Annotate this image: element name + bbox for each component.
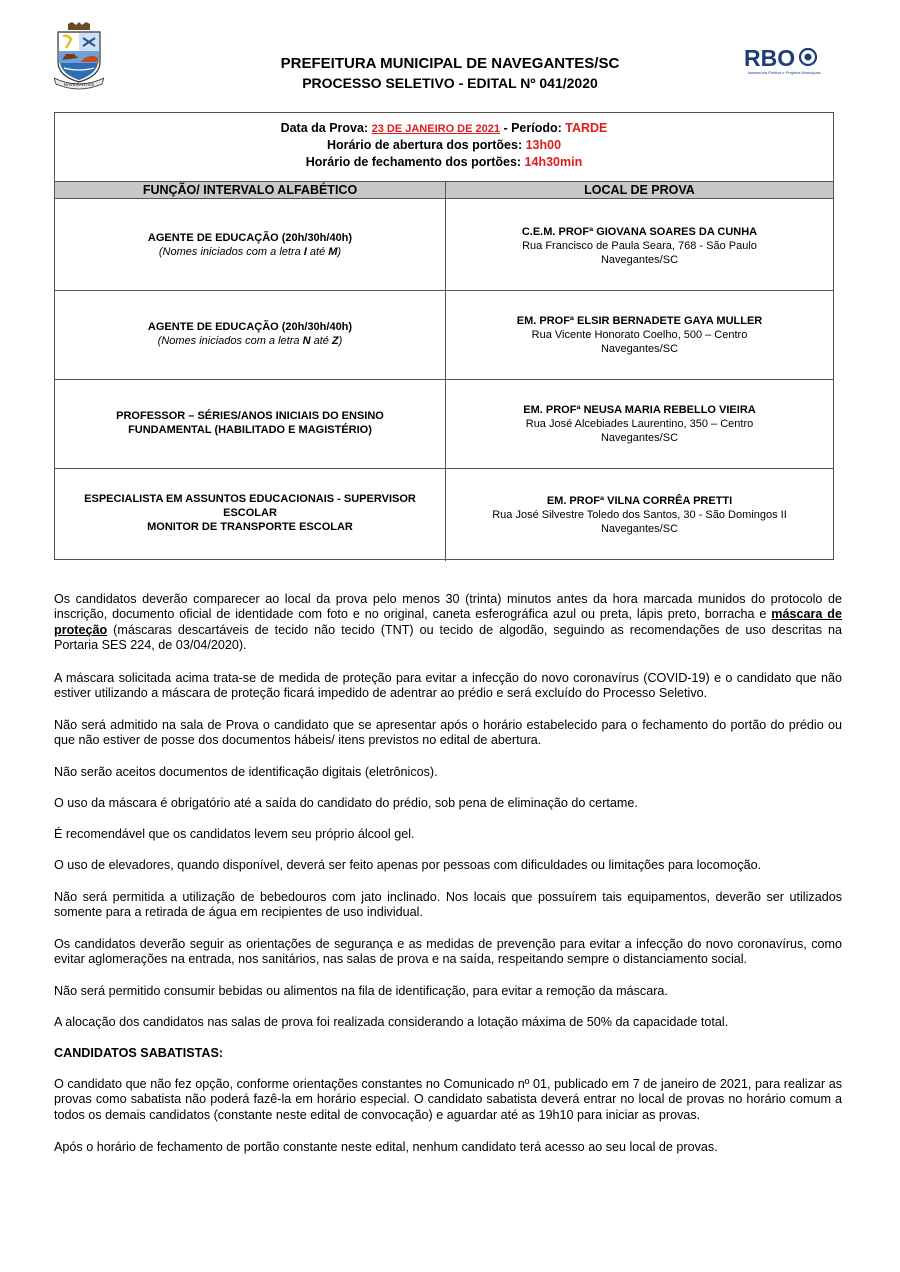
school-name: EM. PROFª ELSIR BERNADETE GAYA MULLER — [516, 315, 763, 327]
function-name: FUNDAMENTAL (HABILITADO E MAGISTÉRIO) — [128, 424, 372, 436]
paragraph-mask-mandatory: O uso da máscara é obrigatório até a saída do candidato do prédio, sob pena de eliminação do certame. — [54, 796, 638, 810]
alphabet-range-note: (Nomes iniciados com a letra I até M) — [158, 246, 342, 258]
exam-date-line — [55, 120, 833, 137]
school-address: Rua Vicente Honorato Coelho, 500 – Centro — [531, 329, 748, 341]
mask-emphasis: máscara de proteção — [54, 607, 842, 637]
gate-opening-line — [55, 137, 833, 154]
paragraph-safety-guidelines: Os candidatos deverão seguir as orientações de segurança e as medidas de prevenção para evitar a infecção do novo coronavírus, como evitar aglomerações na entrada, nos sanitários, nas salas de prova e na saída, respeitando sempre o distanciamento social. — [54, 937, 842, 967]
function-name: MONITOR DE TRANSPORTE ESCOLAR — [147, 521, 353, 533]
table-row-function — [55, 320, 445, 348]
paragraph-digital-docs: Não serão aceitos documentos de identificação digitais (eletrônicos). — [54, 765, 438, 779]
table-row-function — [55, 492, 445, 534]
gate-opening-label: Horário de abertura dos portões: — [326, 138, 526, 152]
exam-period-label: - Período: — [499, 121, 566, 135]
gate-closing-line — [55, 154, 833, 171]
paragraph-mask-requirement: A máscara solicitada acima trata-se de medida de proteção para evitar a infecção do novo coronavírus (COVID-19) e o candidato que não estiver utilizando a máscara de proteção ficará impedido de adentrar ao prédio e será excluído do Processo Seletivo. — [54, 671, 842, 701]
table-row-location — [446, 225, 833, 267]
school-address: Rua Francisco de Paula Seara, 768 - São Paulo — [522, 240, 757, 252]
logo-text: RBO — [744, 45, 796, 71]
function-name: ESPECIALISTA EM ASSUNTOS EDUCACIONAIS - SUPERVISOR — [84, 493, 416, 505]
paragraph-sabbath-rules: O candidato que não fez opção, conforme orientações constantes no Comunicado nº 01, publicado em 7 de janeiro de 2021, para realizar as provas como sabatista não poderá fazê-la em horário especial. O candidato sabatista deverá entrar no local de provas no horário comum a todos os demais candidatos (constante neste edital de convocação) e aguardar até as 19h10 para iniciar as provas. — [54, 1077, 842, 1122]
column-header-location: LOCAL DE PROVA — [584, 183, 695, 197]
school-city: Navegantes/SC — [600, 343, 679, 355]
school-name: EM. PROFª NEUSA MARIA REBELLO VIEIRA — [523, 404, 756, 416]
school-address: Rua José Silvestre Toledo dos Santos, 30 - São Domingos II — [492, 509, 787, 521]
paragraph-water-fountains: Não será permitida a utilização de bebedouros com jato inclinado. Nos locais que possuírem tais equipamentos, deverão ser utilizados somente para a retirada de água em recipientes de uso individual. — [54, 890, 842, 920]
exam-schedule-table — [54, 112, 834, 560]
alphabet-range-note: (Nomes iniciados com a letra N até Z) — [157, 335, 343, 347]
function-name: ESCOLAR — [223, 507, 277, 519]
page-subtitle: PROCESSO SELETIVO - EDITAL Nº 041/2020 — [302, 75, 598, 91]
gate-closing-value: 14h30min — [524, 155, 583, 169]
table-row-function — [55, 231, 445, 259]
section-heading-sabbath: CANDIDATOS SABATISTAS: — [54, 1046, 224, 1060]
school-name: C.E.M. PROFª GIOVANA SOARES DA CUNHA — [521, 226, 758, 238]
paragraph-late-arrival: Não será admitido na sala de Prova o candidato que se apresentar após o horário estabelecido para o fechamento do portão do prédio ou que não estiver de posse dos documentos hábeis/ itens previstos no edital de abertura. — [54, 718, 842, 748]
paragraph-elevators: O uso de elevadores, quando disponível, deverá ser feito apenas por pessoas com dificuldades ou limitações para locomoção. — [54, 858, 762, 872]
paragraph-room-capacity: A alocação dos candidatos nas salas de prova foi realizada considerando a lotação máxima de 50% da capacidade total. — [54, 1015, 729, 1029]
exam-period-value: TARDE — [565, 121, 608, 135]
row-divider — [55, 379, 833, 380]
paragraph-food-drinks: Não será permitido consumir bebidas ou alimentos na fila de identificação, para evitar a remoção da máscara. — [54, 984, 668, 998]
table-row-function — [55, 409, 445, 437]
table-header — [55, 181, 833, 199]
school-city: Navegantes/SC — [600, 254, 679, 266]
municipal-crest-icon — [54, 22, 104, 90]
row-divider — [55, 290, 833, 291]
exam-date-value: 23 DE JANEIRO DE 2021 — [371, 123, 500, 135]
column-header-function: FUNÇÃO/ INTERVALO ALFABÉTICO — [142, 183, 358, 197]
function-name: AGENTE DE EDUCAÇÃO (20h/30h/40h) — [147, 321, 353, 333]
paragraph-gate-closing: Após o horário de fechamento de portão constante neste edital, nenhum candidato terá acesso ao seu local de provas. — [54, 1140, 718, 1154]
table-row-location — [446, 494, 833, 536]
page-title: PREFEITURA MUNICIPAL DE NAVEGANTES/SC — [280, 55, 620, 72]
school-city: Navegantes/SC — [600, 523, 679, 535]
school-address: Rua José Alcebiades Laurentino, 350 – Centro — [525, 418, 754, 430]
function-name: AGENTE DE EDUCAÇÃO (20h/30h/40h) — [147, 232, 353, 244]
table-row-location — [446, 403, 833, 445]
gate-opening-value: 13h00 — [525, 138, 562, 152]
crest-ribbon-text: NAVEGANTES — [63, 82, 95, 87]
school-name: EM. PROFª VILNA CORRÊA PRETTI — [546, 495, 733, 507]
exam-date-label: Data da Prova: — [280, 121, 372, 135]
table-row-location — [446, 314, 833, 356]
exam-info-block — [55, 113, 833, 181]
paragraph-required-items: Os candidatos deverão comparecer ao local da prova pelo menos 30 (trinta) minutos antes da hora marcada munidos do protocolo de inscrição, documento oficial de identidade com foto e no original, caneta esferográfica azul ou preta, lápis preto, borracha e máscara de proteção (máscaras descartáveis de tecido não tecido (TNT) ou tecido de algodão, seguindo as recomendações de uso descritas na Portaria SES 224, de 03/04/2020). — [54, 592, 842, 653]
logo-subtitle: Assessoria Pública e Projetos Municipais — [747, 70, 821, 75]
paragraph-alcohol-gel: É recomendável que os candidatos levem seu próprio álcool gel. — [54, 827, 415, 841]
rbo-logo-icon — [742, 42, 826, 76]
school-city: Navegantes/SC — [600, 432, 679, 444]
gate-closing-label: Horário de fechamento dos portões: — [305, 155, 525, 169]
function-name: PROFESSOR – SÉRIES/ANOS INICIAIS DO ENSINO — [116, 410, 384, 422]
row-divider — [55, 468, 833, 469]
